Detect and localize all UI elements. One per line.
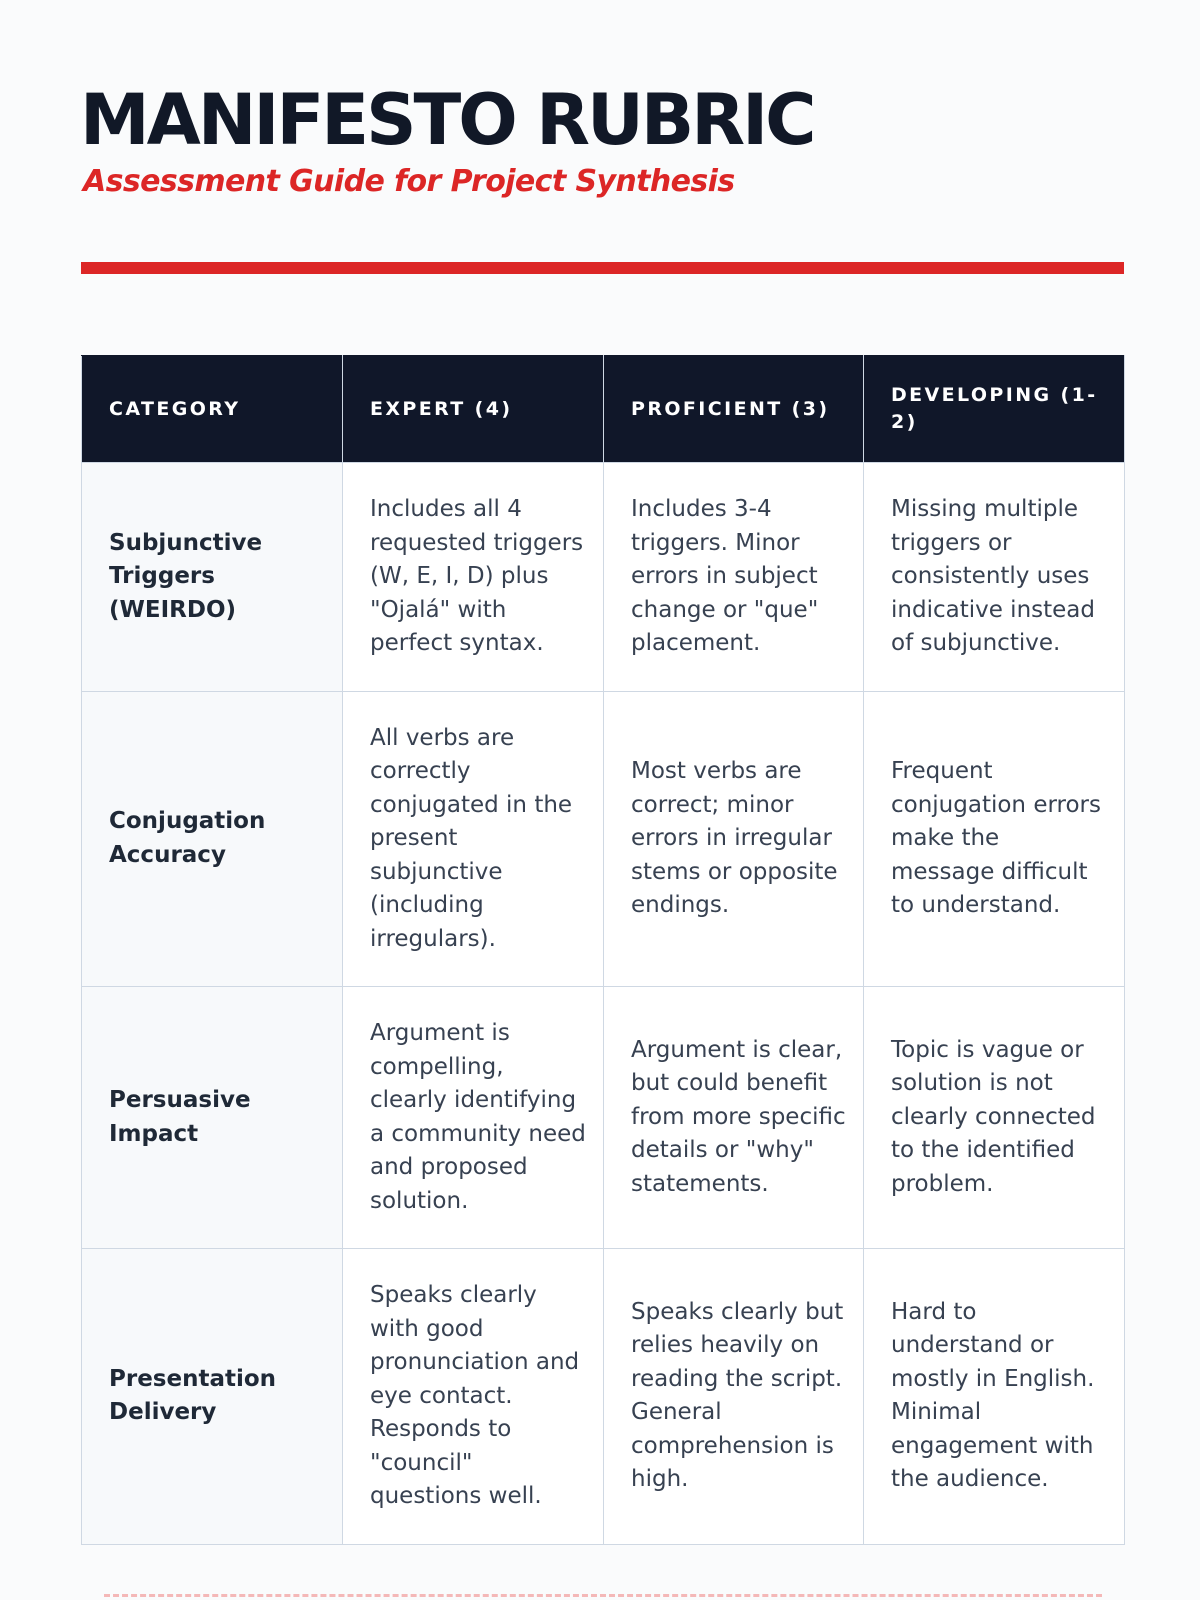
- developing-cell: Missing multiple triggers or consistently uses indicative instead of subjunctive.: [864, 463, 1125, 692]
- page-subtitle: Assessment Guide for Project Synthesis: [83, 164, 735, 199]
- expert-cell: All verbs are correctly conjugated in the present subjunctive (including irregulars).: [343, 691, 604, 987]
- expert-cell: Argument is compelling, clearly identifying a community need and proposed solution.: [343, 987, 604, 1249]
- column-header-expert: EXPERT (4): [343, 356, 604, 463]
- column-header-proficient: PROFICIENT (3): [604, 356, 864, 463]
- developing-cell: Topic is vague or solution is not clearly connected to the identified problem.: [864, 987, 1125, 1249]
- proficient-cell: Includes 3-4 triggers. Minor errors in subject change or "que" placement.: [604, 463, 864, 692]
- category-cell: Subjunctive Triggers (WEIRDO): [82, 463, 343, 692]
- footer-dashed-divider: [104, 1594, 1102, 1597]
- category-cell: Conjugation Accuracy: [82, 691, 343, 987]
- column-header-developing: DEVELOPING (1-2): [864, 356, 1125, 463]
- rubric-table: [81, 355, 1125, 1545]
- proficient-cell: Most verbs are correct; minor errors in irregular stems or opposite endings.: [604, 691, 864, 987]
- proficient-cell: Speaks clearly but relies heavily on reading the script. General comprehension is high.: [604, 1249, 864, 1545]
- table-row: [82, 691, 1125, 987]
- table-row: [82, 1249, 1125, 1545]
- developing-cell: Hard to understand or mostly in English. Minimal engagement with the audience.: [864, 1249, 1125, 1545]
- proficient-cell: Argument is clear, but could benefit from more specific details or "why" statements.: [604, 987, 864, 1249]
- column-header-category: CATEGORY: [82, 356, 343, 463]
- table-header-row: [82, 356, 1125, 463]
- category-cell: Persuasive Impact: [82, 987, 343, 1249]
- category-cell: Presentation Delivery: [82, 1249, 343, 1545]
- page-title: MANIFESTO RUBRIC: [80, 79, 814, 161]
- table-row: [82, 463, 1125, 692]
- developing-cell: Frequent conjugation errors make the message difficult to understand.: [864, 691, 1125, 987]
- table-row: [82, 987, 1125, 1249]
- expert-cell: Includes all 4 requested triggers (W, E, I, D) plus "Ojalá" with perfect syntax.: [343, 463, 604, 692]
- title-divider: [81, 262, 1124, 274]
- expert-cell: Speaks clearly with good pronunciation and eye contact. Responds to "council" questions well.: [343, 1249, 604, 1545]
